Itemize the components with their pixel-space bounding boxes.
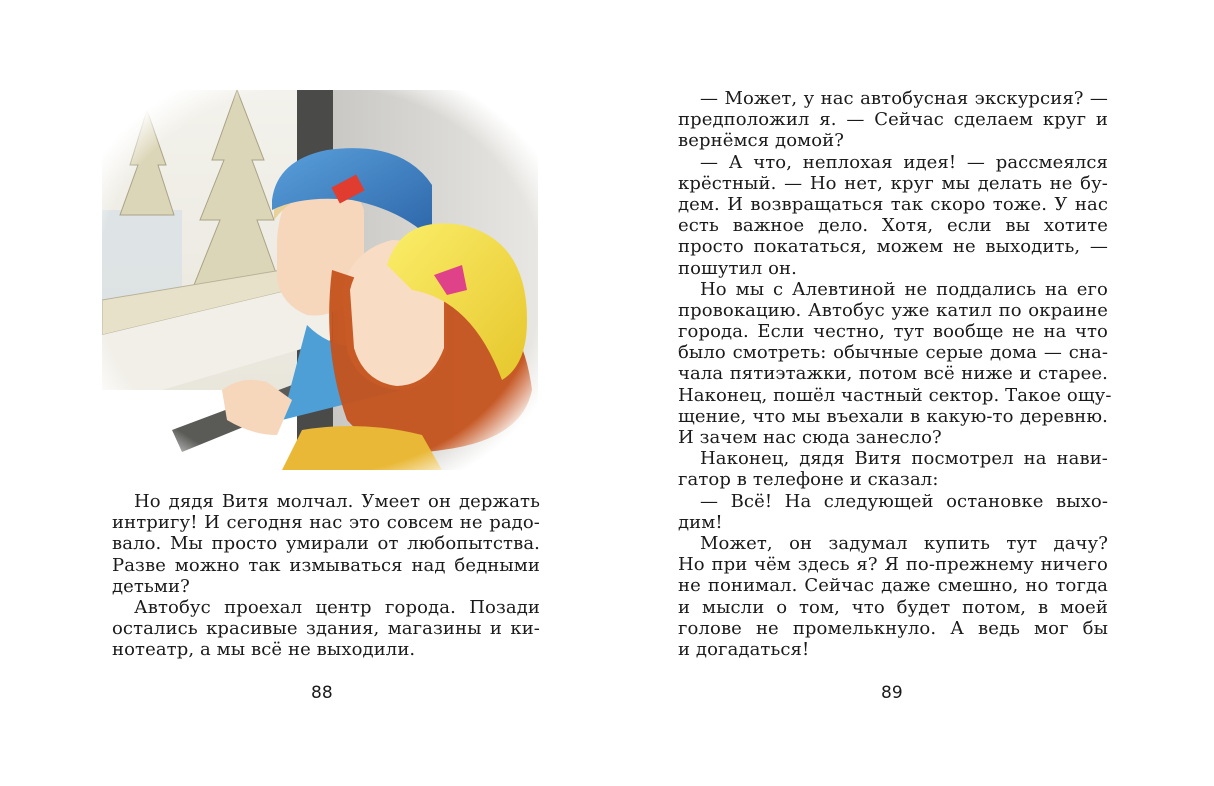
text-line: Наконец, пошёл частный сектор. Такое ощу- (678, 384, 1112, 406)
right-page-text (678, 88, 1112, 660)
text-line: дим! (678, 511, 723, 533)
left-page-text (112, 491, 540, 661)
paragraph (678, 491, 1108, 533)
text-line: крёстный. — Но нет, круг мы делать не бу- (678, 172, 1108, 194)
text-line: просто покататься, можем не выходить, — (678, 236, 1108, 258)
text-line: чала пятиэтажки, потом всё ниже и старее. (678, 363, 1108, 385)
text-line: — Всё! На следующей остановке выхо- (700, 490, 1108, 512)
illustration-children-at-window (102, 90, 538, 470)
text-line: Может, он задумал купить тут дачу? (700, 532, 1108, 554)
text-line: вернёмся домой? (678, 130, 845, 152)
text-line: Наконец, дядя Витя посмотрел на нави- (700, 448, 1108, 470)
text-line: предположил я. — Сейчас сделаем круг и (678, 109, 1108, 131)
page-number-left: 88 (311, 683, 333, 703)
text-line: нотеатр, а мы всё не выходили. (112, 639, 416, 661)
text-line: Разве можно так измываться над бедными (112, 554, 540, 576)
text-line: и догадаться! (678, 638, 810, 660)
text-line: голове не промелькнуло. А ведь мог бы (678, 617, 1108, 639)
text-line: гатор в телефоне и сказал: (678, 469, 939, 491)
paragraph (112, 597, 540, 661)
text-line: интригу! И сегодня нас это совсем не радо- (112, 512, 540, 534)
text-line: щение, что мы въехали в какую-то деревню. (678, 405, 1108, 427)
text-line: детьми? (112, 575, 190, 597)
text-line: пошутил он. (678, 257, 797, 279)
text-line: дем. И возвращаться так скоро тоже. У нас (678, 193, 1108, 215)
text-line: Автобус проехал центр города. Позади (134, 596, 540, 618)
paragraph (112, 491, 540, 597)
text-line: есть важное дело. Хотя, если вы хотите (678, 215, 1108, 237)
paragraph (678, 88, 1108, 152)
illustration-two-children-at-bus-window (102, 90, 538, 470)
text-line: Но при чём здесь я? Я по-прежнему ничего (678, 554, 1108, 576)
text-line: не понимал. Сейчас даже смешно, но тогда (678, 575, 1108, 597)
text-line: Но дядя Витя молчал. Умеет он держать (134, 491, 540, 512)
text-line: провокацию. Автобус уже катил по окраине (678, 299, 1108, 321)
text-line: и мысли о том, что будет потом, в моей (678, 596, 1108, 618)
text-line: И зачем нас сюда занесло? (678, 427, 942, 448)
paragraph (678, 533, 1108, 660)
text-line: остались красивые здания, магазины и ки- (112, 618, 540, 640)
text-line: было смотреть: обычные серые дома — сна- (678, 342, 1108, 364)
paragraph (678, 152, 1108, 279)
text-line: — А что, неплохая идея! — рассмеялся (700, 151, 1108, 173)
text-line: — Может, у нас автобусная экскурсия? — (700, 88, 1108, 109)
text-line: Но мы с Алевтиной не поддались на его (700, 278, 1108, 300)
page-number-right: 89 (881, 683, 903, 703)
text-line: города. Если честно, тут вообще не на что (678, 321, 1108, 343)
text-line: вало. Мы просто умирали от любопытства. (112, 533, 540, 555)
paragraph (678, 278, 1112, 449)
paragraph (678, 448, 1108, 490)
